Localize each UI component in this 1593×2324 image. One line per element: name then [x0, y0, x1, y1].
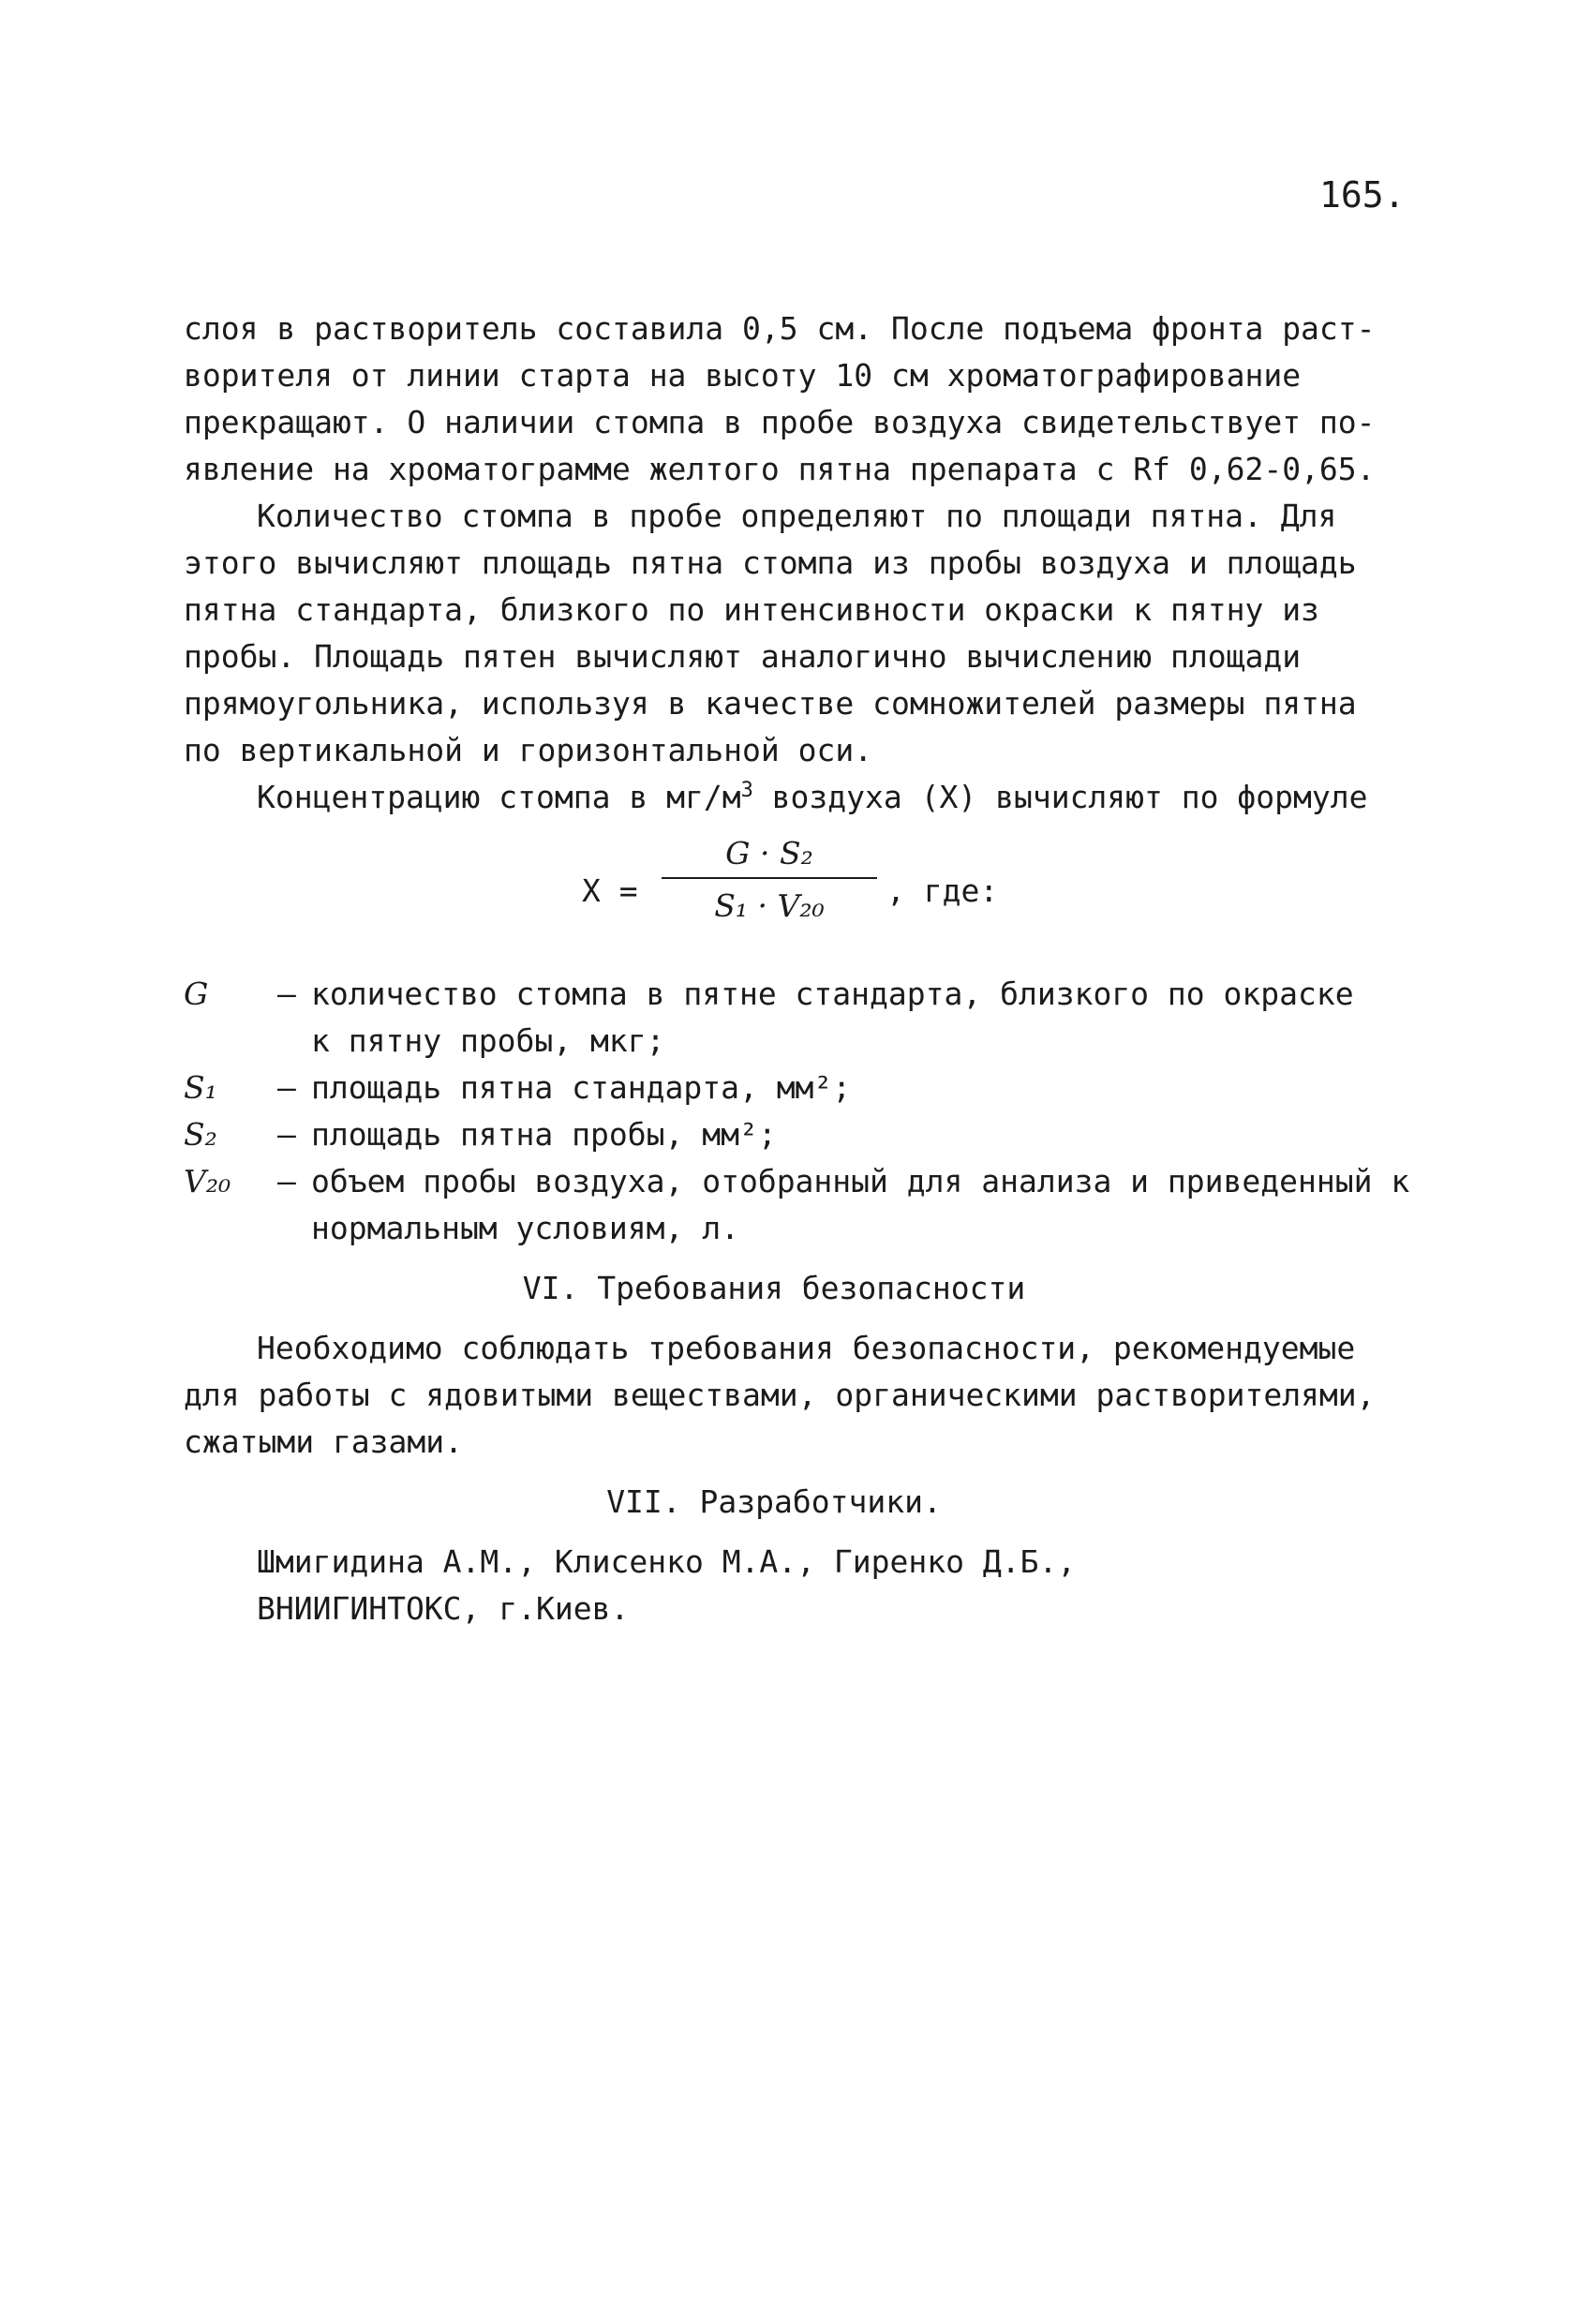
text-line: Шмигидина А.М., Клисенко М.А., Гиренко Д.Б., — [257, 1543, 1077, 1580]
safety-paragraph — [184, 1325, 1421, 1466]
definition-symbol: V₂₀ — [184, 1163, 231, 1199]
definition-dash: – — [277, 1069, 296, 1106]
formula-denominator: S₁ · V₂₀ — [714, 887, 825, 924]
text-line: пробы. Площадь пятен вычисляют аналогично вычислению площади — [184, 638, 1302, 675]
concentration-formula — [184, 830, 1421, 961]
definition-text: площадь пятна пробы, мм²; — [311, 1116, 777, 1153]
page-number: 165. — [1319, 174, 1406, 216]
paragraph-rf — [184, 305, 1421, 493]
definition-continuation: к пятну пробы, мкг; — [311, 1022, 665, 1059]
text-line: пятна стандарта, близкого по интенсивности окраски к пятну из — [184, 591, 1319, 628]
definition-dash: – — [277, 976, 296, 1012]
fraction-bar — [662, 877, 877, 879]
text-line: этого вычисляют площадь пятна стомпа из пробы воздуха и площадь — [184, 544, 1357, 581]
text-line: для работы с ядовитыми веществами, органическими растворителями, — [184, 1377, 1376, 1413]
document-body — [184, 305, 1421, 1632]
definition-dash: – — [277, 1163, 296, 1199]
text-line: прекращают. О наличии стомпа в пробе воздуха свидетельствует по- — [184, 404, 1376, 440]
definition-symbol: S₁ — [184, 1069, 217, 1106]
definition-list — [184, 971, 1421, 1252]
text-line: слоя в растворитель составила 0,5 см. После подъема фронта раст- — [184, 310, 1376, 347]
definition-text: количество стомпа в пятне стандарта, близкого по окраске — [311, 976, 1354, 1012]
definition-item — [184, 1158, 1421, 1205]
text-line: Необходимо соблюдать требования безопасности, рекомендуемые — [257, 1330, 1356, 1366]
definition-item — [184, 1065, 1421, 1111]
paragraph-area — [184, 493, 1421, 774]
formula-numerator: G · S₂ — [725, 835, 813, 872]
definition-symbol: G — [184, 976, 209, 1012]
formula-lhs: X = — [582, 872, 638, 909]
formula-fraction — [662, 830, 877, 928]
definition-symbol: S₂ — [184, 1116, 217, 1153]
text-line: сжатыми газами. — [184, 1423, 464, 1460]
text-line: прямоугольника, используя в качестве сомножителей размеры пятна — [184, 685, 1357, 722]
section-heading-safety: VI. Требования безопасности — [522, 1270, 1026, 1306]
text-line: по вертикальной и горизонтальной оси. — [184, 732, 873, 768]
section-heading-developers: VII. Разработчики. — [606, 1483, 942, 1520]
developers-list — [184, 1539, 1421, 1632]
text-line: ВНИИГИНТОКС, г.Киев. — [257, 1590, 630, 1627]
definition-item — [184, 1111, 1421, 1158]
text-line: ворителя от линии старта на высоту 10 см хроматографирование — [184, 357, 1302, 394]
cubic-superscript: 3 — [740, 779, 753, 802]
formula-suffix: , где: — [886, 872, 999, 909]
definition-item — [184, 971, 1421, 1018]
concentration-text-end: воздуха (X) вычисляют по формуле — [752, 779, 1368, 815]
definition-continuation: нормальным условиям, л. — [311, 1210, 739, 1246]
paragraph-concentration — [184, 774, 1421, 821]
text-line: Количество стомпа в пробе определяют по площади пятна. Для — [257, 498, 1337, 534]
text-line: явление на хроматограмме желтого пятна препарата с Rf 0,62-0,65. — [184, 451, 1376, 487]
definition-dash: – — [277, 1116, 296, 1153]
definition-text: объем пробы воздуха, отобранный для анализа и приведенный к — [311, 1163, 1410, 1199]
concentration-text: Концентрацию стомпа в мг/м — [257, 779, 741, 815]
definition-text: площадь пятна стандарта, мм²; — [311, 1069, 852, 1106]
